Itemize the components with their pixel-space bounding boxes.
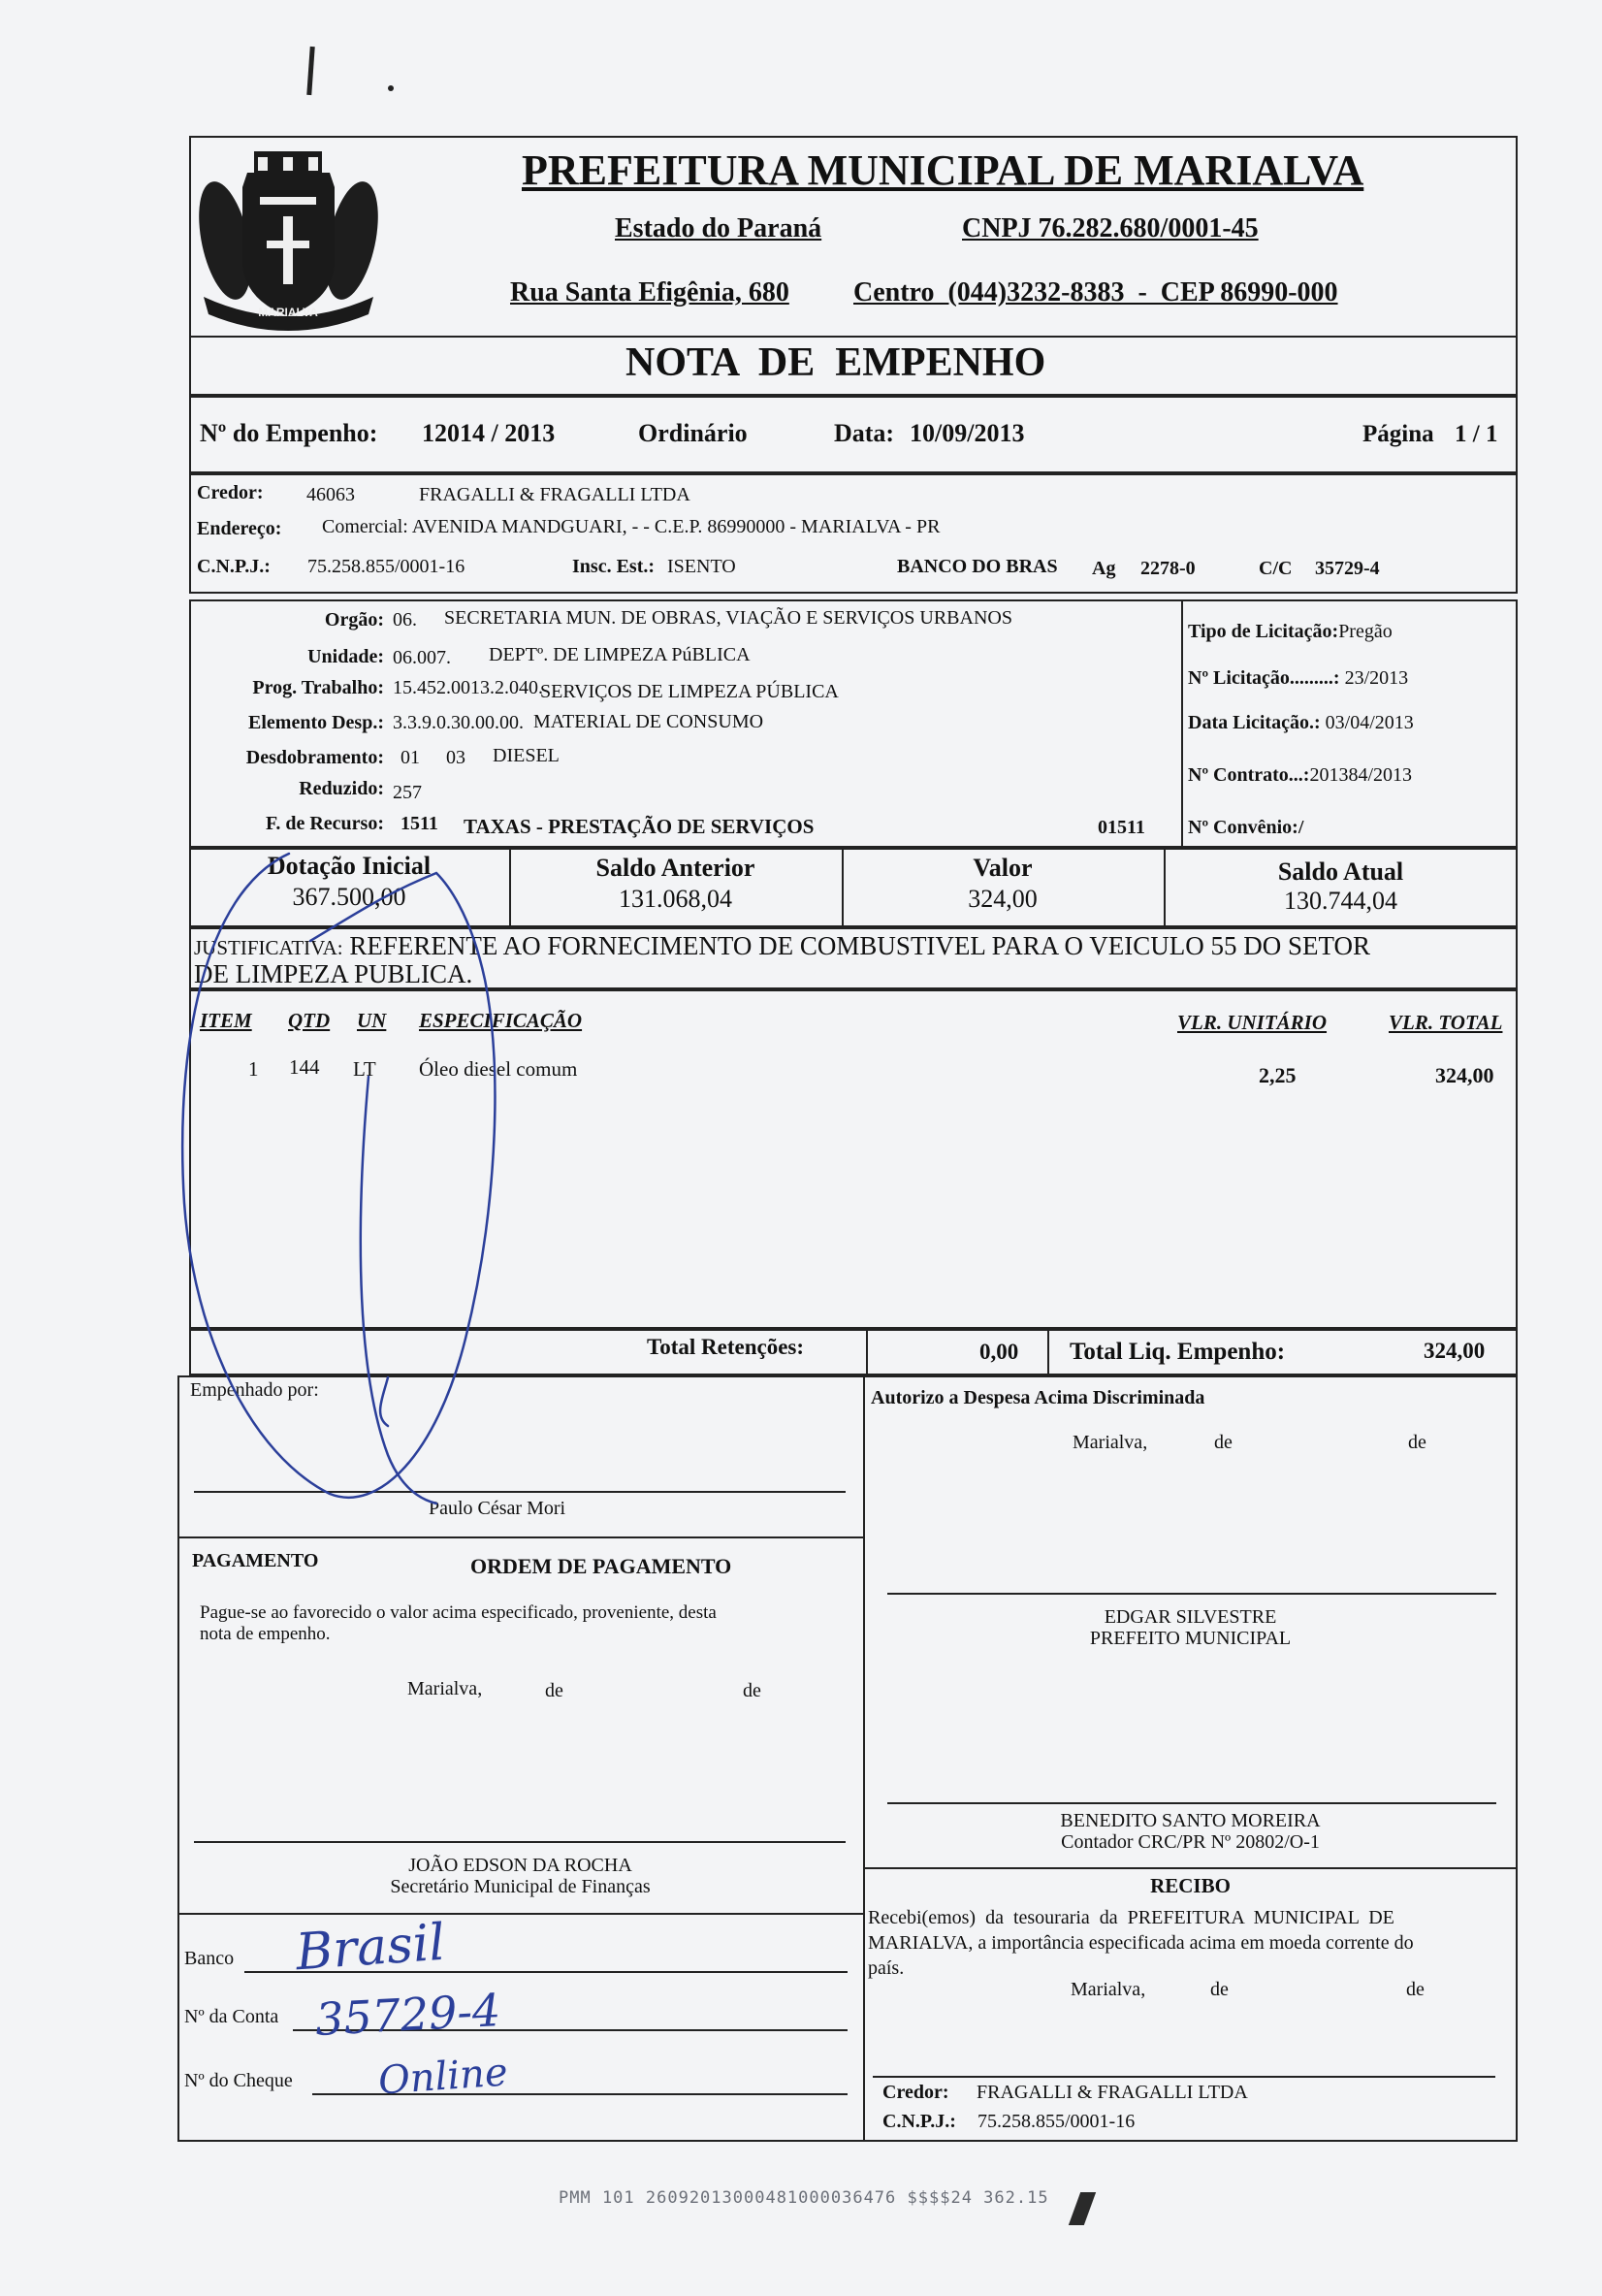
recibo-cnpj: 75.258.855/0001-16 <box>977 2111 1136 2132</box>
pagamento-de1: de <box>545 1680 563 1701</box>
row-total: 324,00 <box>1435 1063 1494 1087</box>
justificativa-text2: DE LIMPEZA PUBLICA. <box>194 959 473 988</box>
contrato <box>1188 764 1412 787</box>
budget-divider <box>1181 599 1183 848</box>
items-header-un: UN <box>357 1009 387 1032</box>
financas-name: JOÃO EDSON DA ROCHA <box>408 1855 632 1876</box>
conta-handwritten: 35729-4 <box>313 1984 502 2046</box>
convenio-label: Nº Convênio:/ <box>1188 817 1304 838</box>
elemento-name: MATERIAL DE CONSUMO <box>533 711 764 732</box>
prefeito-sign-line <box>887 1593 1496 1595</box>
recibo-text1: Recebi(emos) da tesouraria da PREFEITURA MUNICIPAL DE <box>868 1907 1394 1928</box>
dotacao-value: 367.500,00 <box>292 883 406 911</box>
credor-label: Credor: <box>197 482 264 503</box>
tipo-licitacao <box>1188 621 1393 643</box>
financas-sign-line <box>194 1841 846 1843</box>
financas-divider <box>177 1913 863 1915</box>
cc-value: 35729-4 <box>1315 558 1380 579</box>
crest-text: MARIALVA <box>258 306 318 319</box>
valor-value: 324,00 <box>968 885 1038 913</box>
recibo-city: Marialva, <box>1071 1979 1146 2000</box>
recibo-credor-label: Credor: <box>882 2082 949 2103</box>
atual-label: Saldo Atual <box>1277 857 1404 886</box>
retencoes-label: Total Retenções: <box>647 1335 805 1359</box>
empenhado-name: Paulo César Mori <box>429 1498 566 1519</box>
prefeito-name: EDGAR SILVESTRE <box>1104 1606 1277 1628</box>
empenho-type: Ordinário <box>638 419 748 447</box>
pagamento-text2: nota de empenho. <box>200 1624 331 1644</box>
reduzido-label: Reduzido: <box>299 778 384 799</box>
bank-name: BANCO DO BRAS <box>897 556 1058 577</box>
liquido-value: 324,00 <box>1424 1339 1486 1363</box>
header-contact: Centro (044)3232-8383 - CEP 86990-000 <box>853 277 1338 307</box>
insc-label: Insc. Est.: <box>572 556 656 577</box>
items-header-unit: VLR. UNITÁRIO <box>1177 1011 1328 1034</box>
row-un: LT <box>353 1057 376 1081</box>
conta-label: Nº da Conta <box>184 2006 279 2027</box>
credor-cnpj: 75.258.855/0001-16 <box>307 556 465 577</box>
numero-licitacao-label: Nº Licitação.........: <box>1188 667 1340 689</box>
financas-role: Secretário Municipal de Finanças <box>390 1876 651 1897</box>
valor-label: Valor <box>973 854 1033 882</box>
data-licitacao <box>1188 712 1414 734</box>
recibo-cnpj-label: C.N.P.J.: <box>882 2111 956 2132</box>
elemento-code: 3.3.9.0.30.00.00. <box>393 712 524 733</box>
ag-label: Ag <box>1092 558 1116 579</box>
contrato-value: 201384/2013 <box>1309 764 1413 786</box>
tipo-licitacao-label: Tipo de Licitação: <box>1188 621 1339 642</box>
numero-licitacao-value: 23/2013 <box>1344 667 1409 689</box>
numero-licitacao <box>1188 667 1408 690</box>
header-divider <box>189 336 1518 338</box>
cheque-label: Nº do Cheque <box>184 2070 293 2091</box>
credor-code: 46063 <box>306 484 355 505</box>
doc-title: NOTA DE EMPENHO <box>625 340 1046 385</box>
scan-mark <box>306 47 314 95</box>
data-licitacao-label: Data Licitação.: <box>1188 712 1321 733</box>
atual-value: 130.744,04 <box>1284 887 1397 915</box>
bottom-stamp: PMM 101 26092013000481000036476 $$$$24 362.15 <box>559 2188 1049 2208</box>
recibo-de1: de <box>1210 1979 1229 2000</box>
unidade-label: Unidade: <box>307 646 384 667</box>
prog-label: Prog. Trabalho: <box>252 677 384 698</box>
insc-value: ISENTO <box>667 556 736 577</box>
anterior-label: Saldo Anterior <box>595 854 755 882</box>
recibo-de2: de <box>1406 1979 1425 2000</box>
empenho-number: 12014 / 2013 <box>422 419 556 447</box>
tipo-licitacao-value: Pregão <box>1338 621 1393 642</box>
banco-handwritten: Brasil <box>294 1913 447 1983</box>
totals-divider-1 <box>866 1329 868 1375</box>
recurso-code: 1511 <box>400 813 438 834</box>
cnpj-label: C.N.P.J.: <box>197 556 271 577</box>
page-label: Página <box>1362 421 1434 447</box>
credor-address: Comercial: AVENIDA MANDGUARI, - - C.E.P. 86990000 - MARIALVA - PR <box>322 516 941 537</box>
row-item: 1 <box>248 1057 259 1081</box>
totals-box <box>189 1329 1518 1375</box>
empenho-number-label: Nº do Empenho: <box>200 419 378 447</box>
unidade-code: 06.007. <box>393 647 451 668</box>
items-header-qtd: QTD <box>288 1009 331 1032</box>
row-spec: Óleo diesel comum <box>419 1057 578 1081</box>
liquido-label: Total Liq. Empenho: <box>1070 1339 1286 1365</box>
header-cnpj: CNPJ 76.282.680/0001-45 <box>962 213 1259 243</box>
justificativa-text1: REFERENTE AO FORNECIMENTO DE COMBUSTIVEL PARA O VEICULO 55 DO SETOR <box>349 931 1370 960</box>
autorizo-de1: de <box>1214 1432 1233 1453</box>
recibo-credor: FRAGALLI & FRAGALLI LTDA <box>977 2082 1248 2103</box>
contador-role: Contador CRC/PR Nº 20802/O-1 <box>1061 1831 1320 1853</box>
recurso-code2: 01511 <box>1098 817 1145 838</box>
anterior-value: 131.068,04 <box>619 885 732 913</box>
empenho-date: 10/09/2013 <box>910 419 1025 447</box>
address-label: Endereço: <box>197 518 282 539</box>
banco-label: Banco <box>184 1948 235 1969</box>
items-header-spec: ESPECIFICAÇÃO <box>419 1009 583 1032</box>
desdobramento-b: 03 <box>446 747 465 768</box>
pagamento-text1: Pague-se ao favorecido o valor acima especificado, proveniente, desta <box>200 1602 717 1623</box>
autorizo-city: Marialva, <box>1073 1432 1148 1453</box>
cc-label: C/C <box>1259 558 1293 579</box>
prog-name: SERVIÇOS DE LIMPEZA PÚBLICA <box>540 681 839 702</box>
recibo-sign-line <box>873 2076 1495 2078</box>
desdobramento-a: 01 <box>400 747 420 768</box>
ag-value: 2278-0 <box>1140 558 1196 579</box>
items-header-item: ITEM <box>200 1009 252 1032</box>
header-address: Rua Santa Efigênia, 680 <box>510 277 789 307</box>
reduzido-value: 257 <box>393 782 422 803</box>
contador-name: BENEDITO SANTO MOREIRA <box>1060 1810 1321 1831</box>
contador-divider <box>863 1867 1518 1869</box>
crest-logo <box>194 144 383 334</box>
lower-divider <box>863 1375 865 2142</box>
orgao-name: SECRETARIA MUN. DE OBRAS, VIAÇÃO E SERVIÇOS URBANOS <box>444 607 1012 629</box>
totals-divider-2 <box>1047 1329 1049 1375</box>
page-number: 1 / 1 <box>1455 421 1498 447</box>
pagamento-city: Marialva, <box>407 1678 483 1699</box>
orgao-code: 06. <box>393 609 417 631</box>
elemento-label: Elemento Desp.: <box>248 712 384 733</box>
desdobramento-label: Desdobramento: <box>245 747 384 768</box>
unidade-name: DEPTº. DE LIMPEZA PúBLICA <box>489 644 751 665</box>
empenhado-divider <box>177 1536 863 1538</box>
recurso-label: F. de Recurso: <box>265 813 384 834</box>
justificativa-line1 <box>194 931 1370 961</box>
recurso-name: TAXAS - PRESTAÇÃO DE SERVIÇOS <box>464 815 815 838</box>
pagamento-label: PAGAMENTO <box>192 1550 319 1571</box>
empenhado-label: Empenhado por: <box>190 1379 319 1401</box>
justificativa-label: JUSTIFICATIVA: <box>194 936 343 959</box>
prog-code: 15.452.0013.2.040. <box>393 677 543 698</box>
empenhado-sign-line <box>194 1491 846 1493</box>
scan-mark <box>388 85 394 91</box>
retencoes-value: 0,00 <box>979 1340 1019 1364</box>
data-licitacao-value: 03/04/2013 <box>1325 712 1414 733</box>
empenho-date-label: Data: <box>834 419 895 447</box>
credor-name: FRAGALLI & FRAGALLI LTDA <box>419 484 690 505</box>
autorizo-label: Autorizo a Despesa Acima Discriminada <box>871 1387 1205 1408</box>
contrato-label: Nº Contrato...: <box>1188 764 1310 786</box>
recibo-label: RECIBO <box>1150 1874 1231 1897</box>
items-box <box>189 989 1518 1329</box>
dotacao-label: Dotação Inicial <box>267 852 432 880</box>
contador-sign-line <box>887 1802 1496 1804</box>
row-unit: 2,25 <box>1259 1063 1297 1087</box>
cheque-handwritten: Online <box>376 2050 510 2104</box>
orgao-label: Orgão: <box>324 609 384 631</box>
ordem-label: ORDEM DE PAGAMENTO <box>470 1554 732 1578</box>
recibo-text2: MARIALVA, a importância especificada acima em moeda corrente do <box>868 1932 1414 1954</box>
prefeito-role: PREFEITO MUNICIPAL <box>1089 1628 1292 1649</box>
stamp-mark <box>1069 2192 1096 2225</box>
pagamento-de2: de <box>743 1680 761 1701</box>
items-header-total: VLR. TOTAL <box>1389 1011 1503 1034</box>
page-title: PREFEITURA MUNICIPAL DE MARIALVA <box>522 146 1364 194</box>
state-label: Estado do Paraná <box>615 213 822 243</box>
row-qtd: 144 <box>289 1055 320 1079</box>
desdobramento-name: DIESEL <box>493 745 560 766</box>
autorizo-de2: de <box>1408 1432 1426 1453</box>
recibo-text3: país. <box>868 1957 905 1979</box>
